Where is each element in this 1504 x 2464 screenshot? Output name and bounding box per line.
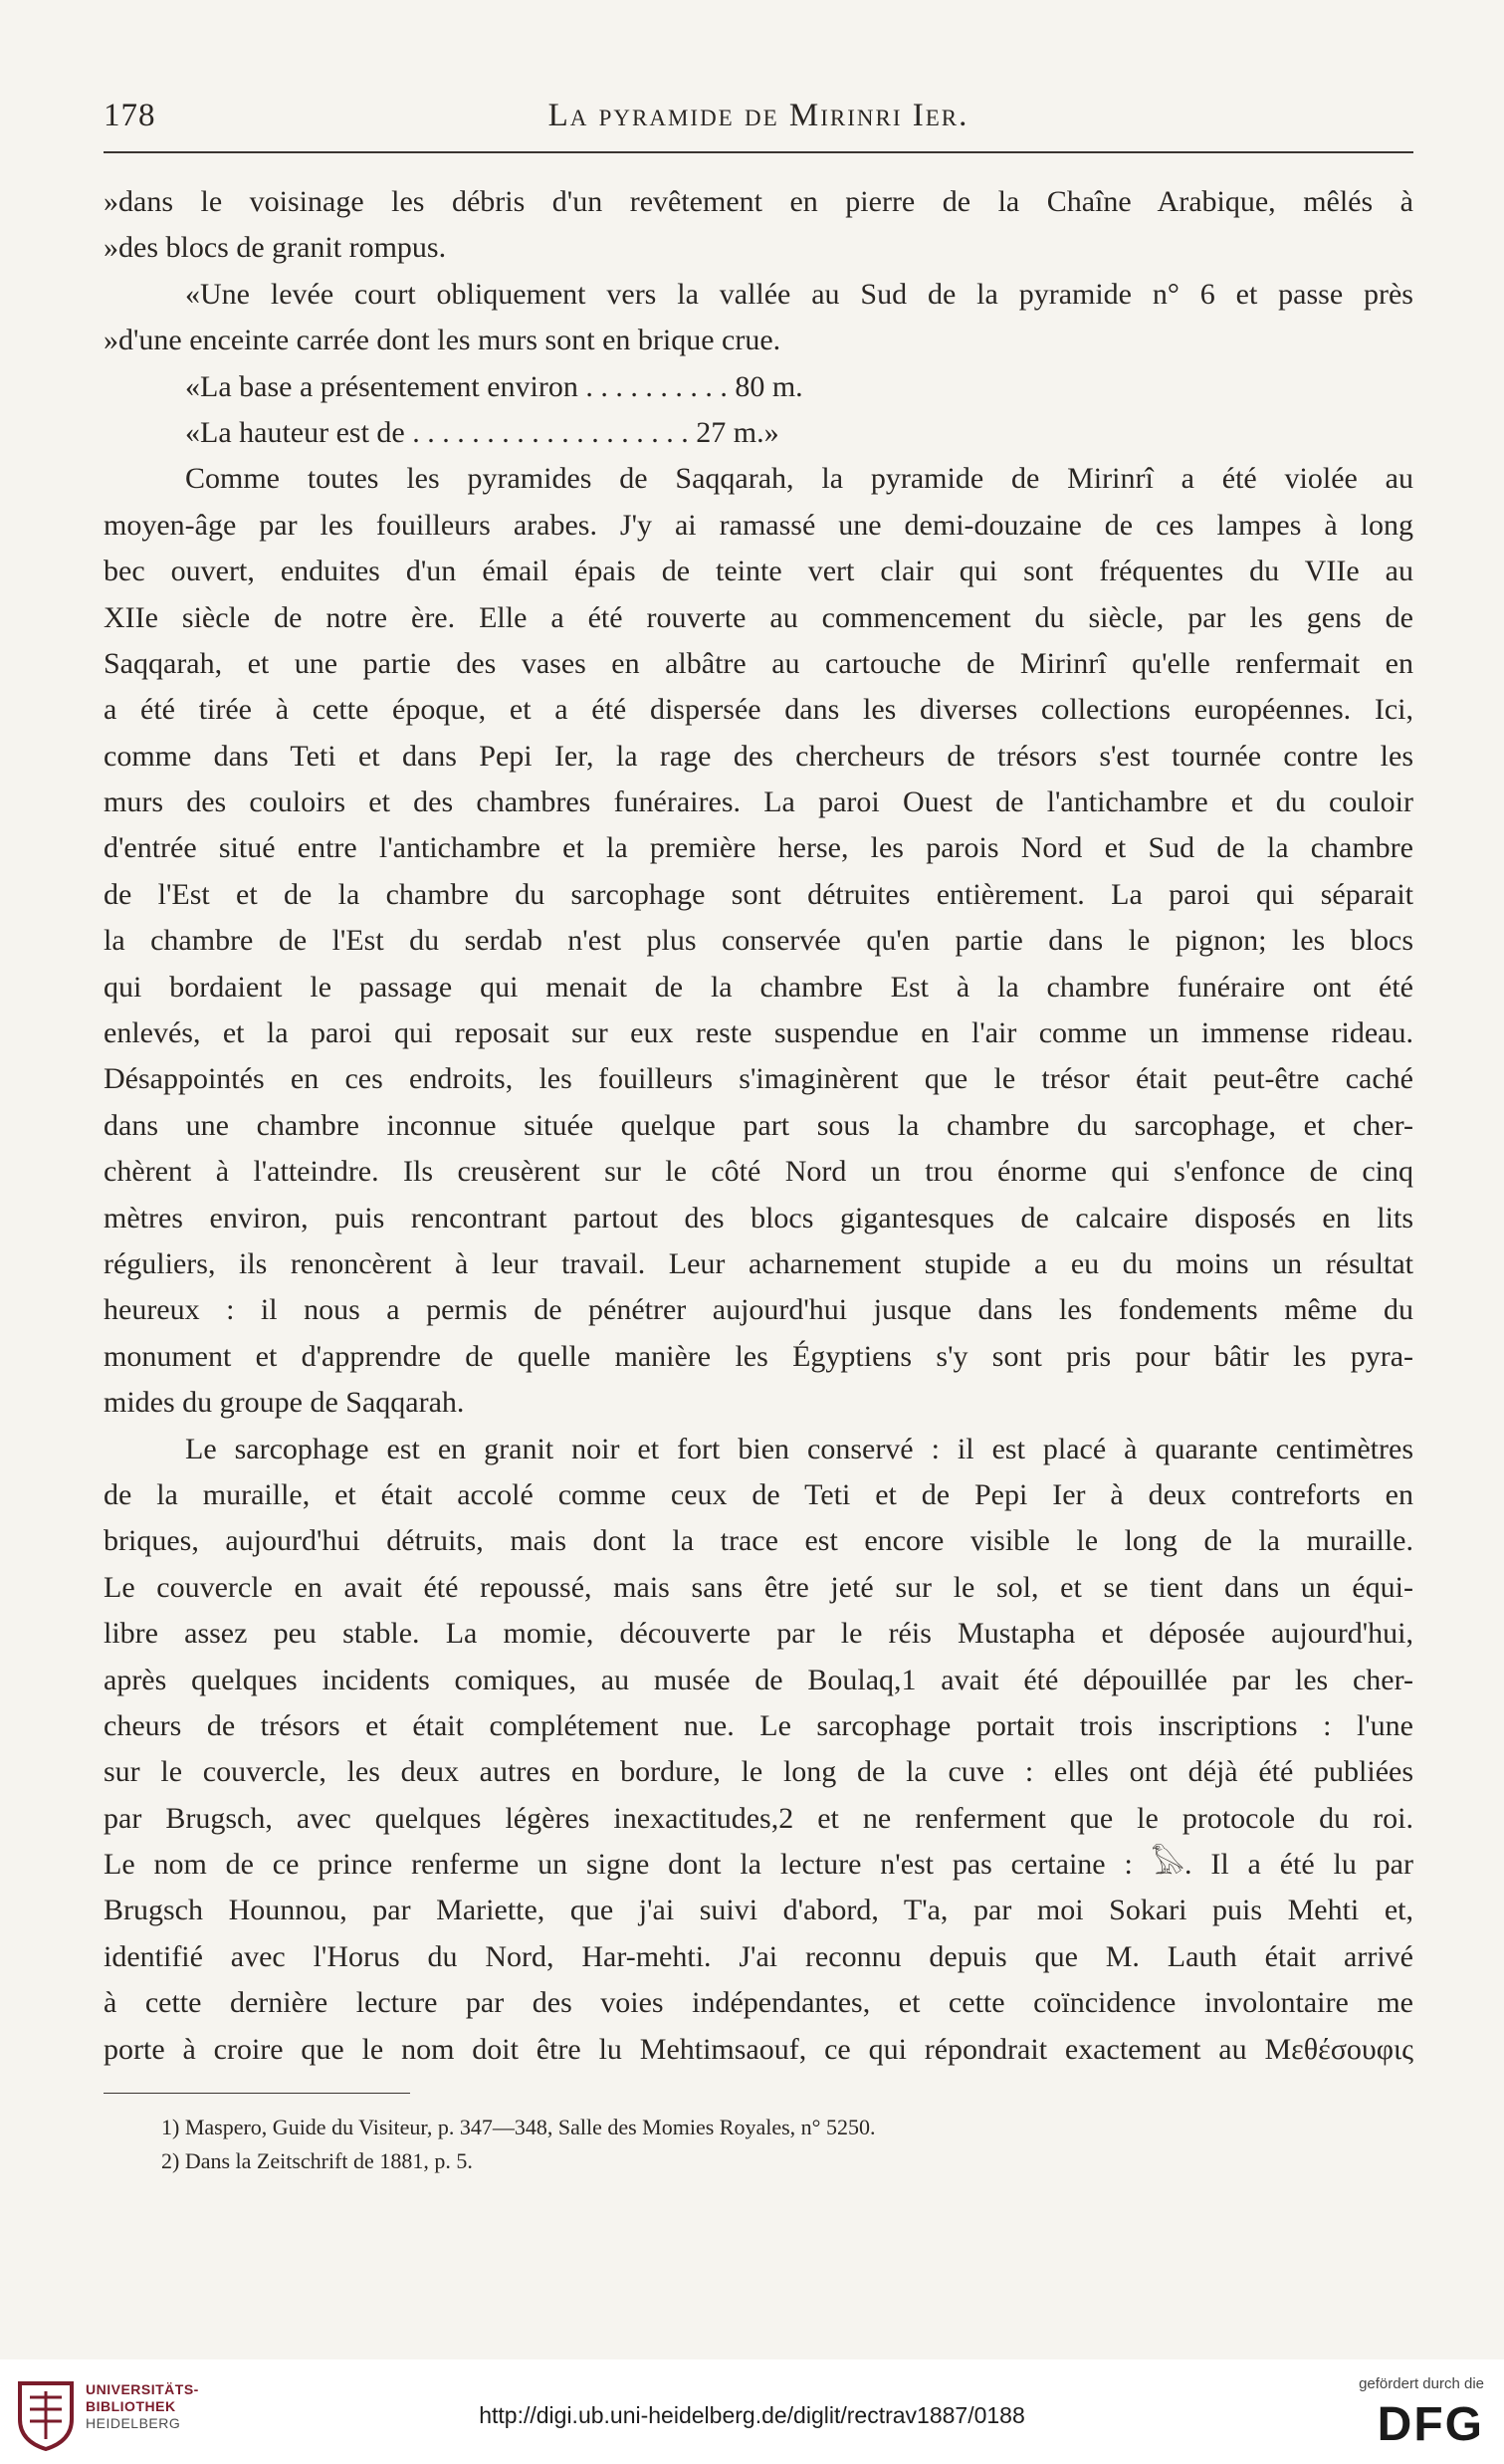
text-line: Le sarcophage est en granit noir et fort bien conservé : il est placé à quarante centimètres — [185, 1432, 1413, 1465]
text-line: dans une chambre inconnue située quelque part sous la chambre du sarcophage, et cher- — [104, 1108, 1413, 1142]
text-line: qui bordaient le passage qui menait de la chambre Est à la chambre funéraire ont été — [104, 970, 1413, 1004]
text-line: libre assez peu stable. La momie, découverte par le réis Mustapha et déposée aujourd'hui, — [104, 1617, 1413, 1651]
text-line: mètres environ, puis rencontrant partout des blocs gigantesques de calcaire disposés en lits — [104, 1201, 1413, 1234]
page-header — [104, 92, 1413, 143]
text-line: monument et d'apprendre de quelle manière les Égyptiens s'y sont pris pour bâtir les pyra- — [104, 1339, 1413, 1373]
text-line: »dans le voisinage les débris d'un revêtement en pierre de la Chaîne Arabique, mêlés à — [104, 185, 1413, 218]
text-line: murs des couloirs et des chambres funéraires. La paroi Ouest de l'antichambre et du couloir — [104, 785, 1413, 819]
footnotes — [161, 2111, 1413, 2178]
text-line: Brugsch Hounnou, par Mariette, que j'ai suivi d'abord, T'a, par moi Sokari puis Mehti et, — [104, 1894, 1413, 1927]
text-line: bec ouvert, enduites d'un émail épais de teinte vert clair qui sont fréquentes du VIIe au — [104, 555, 1413, 588]
text-line: d'entrée situé entre l'antichambre et la première herse, les parois Nord et Sud de la chambre — [104, 831, 1413, 865]
text-line: identifié avec l'Horus du Nord, Har-mehti. J'ai reconnu depuis que M. Lauth était arrivé — [104, 1939, 1413, 1973]
library-line-3: HEIDELBERG — [86, 2415, 181, 2431]
text-line: briques, aujourd'hui détruits, mais dont la trace est encore visible le long de la muraille. — [104, 1524, 1413, 1558]
text-line: moyen-âge par les fouilleurs arabes. J'y ai ramassé une demi-douzaine de ces lampes à long — [104, 508, 1413, 542]
body-text — [104, 179, 1413, 2073]
text-line: »des blocs de granit rompus. — [104, 231, 447, 265]
text-line: de la muraille, et était accolé comme ceux de Teti et de Pepi Ier à deux contreforts en — [104, 1477, 1413, 1511]
text-line: Le couvercle en avait été repoussé, mais sans être jeté sur le sol, et se tient dans un équi- — [104, 1570, 1413, 1604]
running-title: La pyramide de Mirinri Ier. — [547, 98, 969, 133]
footnote-2: 2) Dans la Zeitschrift de 1881, p. 5. — [161, 2148, 473, 2173]
source-url[interactable]: http://digi.ub.uni-heidelberg.de/diglit/rectrav1887/0188 — [479, 2402, 1025, 2428]
library-line-2: BIBLIOTHEK — [86, 2398, 176, 2414]
page-number: 178 — [104, 98, 156, 133]
text-line: à cette dernière lecture par des voies indépendantes, et cette coïncidence involontaire me — [104, 1986, 1413, 2020]
text-line: comme dans Teti et dans Pepi Ier, la rage des chercheurs de trésors s'est tournée contre les — [104, 739, 1413, 773]
text-line: par Brugsch, avec quelques légères inexactitudes,2 et ne renferment que le protocole du roi. — [104, 1801, 1413, 1835]
text-line: sur le couvercle, les deux autres en bordure, le long de la cuve : elles ont déjà été publiées — [104, 1755, 1413, 1789]
funding-note: gefördert durch die — [1359, 2375, 1484, 2392]
text-line: enlevés, et la paroi qui reposait sur eux reste suspendue en l'air comme un immense rideau. — [104, 1016, 1413, 1050]
dfg-logo: DFG — [1377, 2398, 1484, 2451]
text-line: a été tirée à cette époque, et a été dispersée dans les diverses collections européennes. Ici, — [104, 693, 1413, 727]
text-line: heureux : il nous a permis de pénétrer aujourd'hui jusque dans les fondements même du — [104, 1293, 1413, 1327]
header-rule — [104, 151, 1413, 153]
text-line: Le nom de ce prince renferme un signe dont la lecture n'est pas certaine : 𓅃. Il a été lu par — [104, 1848, 1413, 1882]
text-line: réguliers, ils renoncèrent à leur travail. Leur acharnement stupide a eu du moins un résultat — [104, 1246, 1413, 1280]
text-line: cheurs de trésors et était complétement nue. Le sarcophage portait trois inscriptions : l'une — [104, 1708, 1413, 1742]
footnote-1: 1) Maspero, Guide du Visiteur, p. 347—348, Salle des Momies Royales, n° 5250. — [161, 2115, 876, 2139]
text-line: «La base a présentement environ . . . . . . . . . . 80 m. — [185, 369, 803, 403]
text-line: la chambre de l'Est du serdab n'est plus conservée qu'en partie dans le pignon; les blocs — [104, 924, 1413, 958]
text-line: «La hauteur est de . . . . . . . . . . . . . . . . . . . 27 m.» — [185, 415, 779, 449]
text-line: de l'Est et de la chambre du sarcophage sont détruites entièrement. La paroi qui séparait — [104, 877, 1413, 911]
text-line: Comme toutes les pyramides de Saqqarah, la pyramide de Mirinrî a été violée au — [185, 462, 1413, 496]
text-line: »d'une enceinte carrée dont les murs sont en brique crue. — [104, 324, 781, 357]
text-line: Saqqarah, et une partie des vases en albâtre au cartouche de Mirinrî qu'elle renfermait en — [104, 646, 1413, 680]
text-line: chèrent à l'atteindre. Ils creusèrent sur le côté Nord un trou énorme qui s'enfonce de cinq — [104, 1155, 1413, 1189]
text-line: mides du groupe de Saqqarah. — [104, 1386, 465, 1420]
text-line: après quelques incidents comiques, au musée de Boulaq,1 avait été dépouillée par les cher- — [104, 1663, 1413, 1696]
text-line: Désappointés en ces endroits, les fouilleurs s'imaginèrent que le trésor était peut-être caché — [104, 1062, 1413, 1096]
text-line: «Une levée court obliquement vers la vallée au Sud de la pyramide n° 6 et passe près — [185, 277, 1413, 311]
library-line-1: UNIVERSITÄTS- — [86, 2381, 199, 2397]
text-line: XIIe siècle de notre ère. Elle a été rouverte au commencement du siècle, par les gens de — [104, 600, 1413, 634]
footnote-rule — [104, 2093, 410, 2094]
text-line: porte à croire que le nom doit être lu Mehtimsaouf, ce qui répondrait exactement au Μεθέσουφις — [104, 2032, 1413, 2066]
